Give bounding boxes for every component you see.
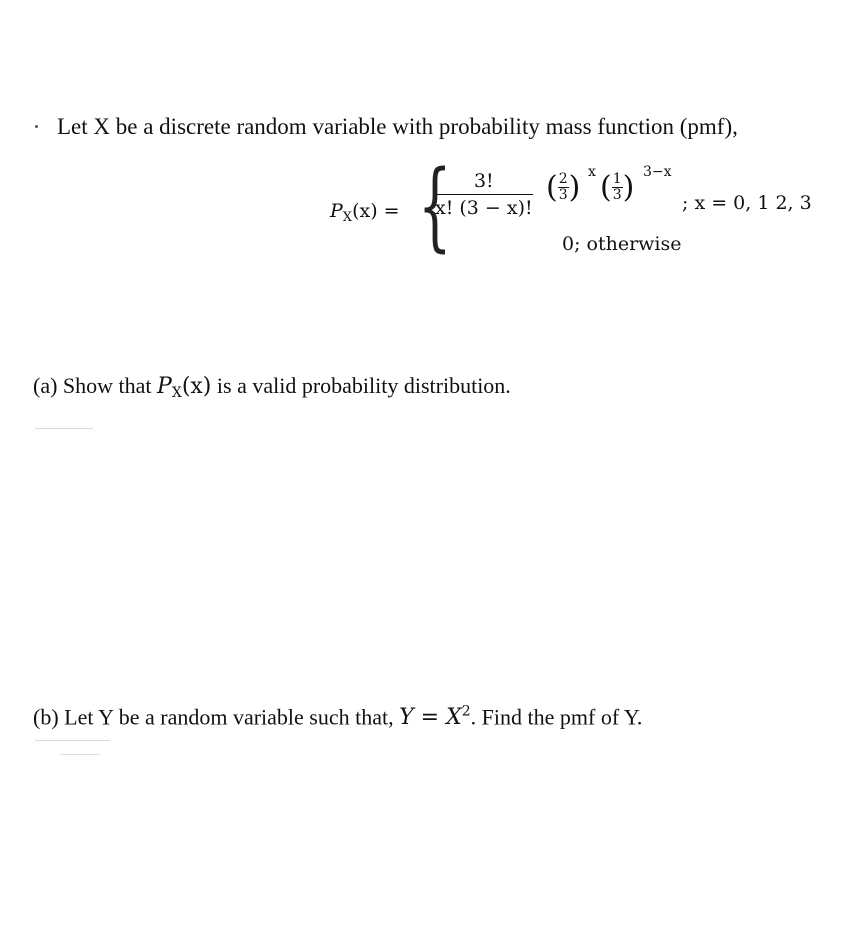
pmf-formula — [0, 150, 844, 270]
faint-mark — [60, 754, 100, 755]
support-condition: ; x = 0, 1 2, 3 — [682, 192, 812, 214]
question-b: (b) Let Y be a random variable such that, $Y = X^2$. Find the pmf of Y. — [33, 704, 643, 731]
otherwise-case: 0; otherwise — [562, 233, 682, 255]
p-term-num: 2 — [558, 171, 568, 188]
p-term-den: 3 — [558, 187, 568, 203]
p-term: ( $\frac{2}{3}$) — [546, 170, 581, 205]
q-term-exponent: 3−x — [643, 164, 672, 180]
combination-fraction — [435, 170, 533, 219]
faint-mark — [35, 740, 110, 741]
question-a: (a) Show that $P_X(x)$ is a valid probability distribution. — [33, 373, 511, 401]
question-a-symbol: P — [157, 374, 172, 399]
question-b-equation: Y = X — [399, 705, 462, 731]
question-b-exponent: 2 — [461, 704, 471, 720]
fraction-numerator: 3! — [435, 170, 533, 195]
q-term-den: 3 — [612, 187, 622, 203]
pmf-lhs-arg: (x) = — [352, 200, 400, 222]
fraction-denominator: x! (3 − x)! — [435, 197, 533, 219]
question-a-arg: (x) — [181, 374, 212, 399]
pmf-lhs-sub: X — [342, 210, 353, 225]
faint-mark — [35, 428, 93, 429]
q-term: ( $\frac{1}{3}$) — [600, 170, 635, 205]
bullet-dot — [35, 125, 38, 128]
q-term-num: 1 — [612, 171, 622, 188]
pmf-lhs: $P_X(x)$ = — [330, 200, 400, 225]
question-a-sub: X — [171, 385, 182, 401]
intro-text: Let X be a discrete random variable with probability mass function (pmf), — [57, 114, 738, 139]
left-brace: { — [418, 150, 452, 262]
p-term-exponent: x — [588, 164, 596, 180]
